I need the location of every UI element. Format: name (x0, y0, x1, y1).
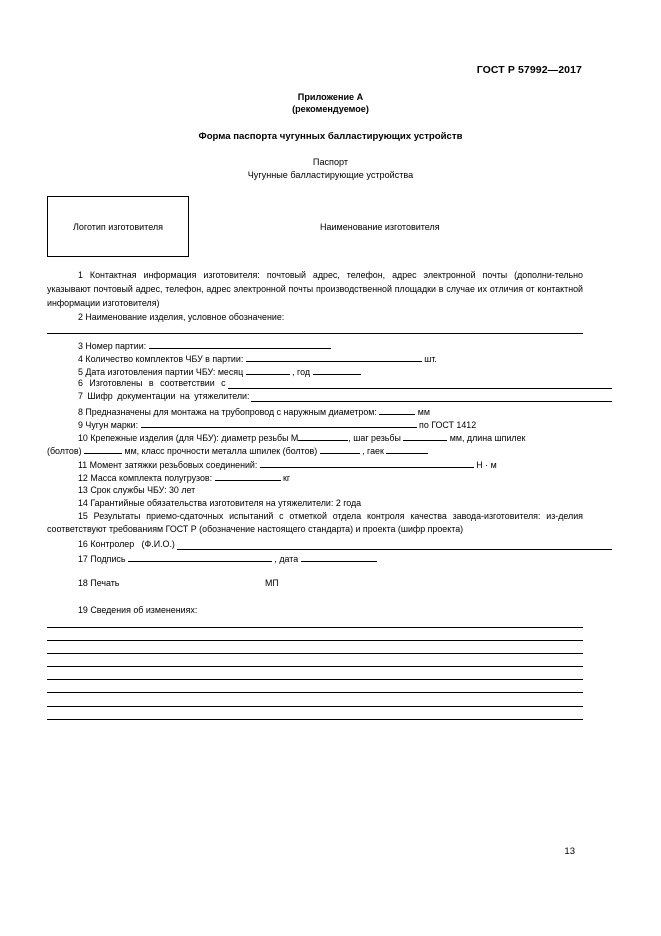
item-15: 15 Результаты приемо-сдаточных испытаний с отметкой отдела контроля качества завода-изготовителя: из-делия соответствуют требованиям ГОСТ Р (обозначение настоящего стандарта) и проекта (шифр проекта) (47, 511, 583, 534)
item-2-line[interactable] (47, 333, 583, 334)
appendix-title: Приложение А (297, 92, 364, 102)
item-5-year-label: , год (292, 367, 311, 377)
item-12-field[interactable] (215, 471, 281, 481)
item-5-month-field[interactable] (246, 365, 290, 375)
item-5 (47, 365, 614, 378)
item-11-field[interactable] (260, 458, 474, 468)
item-8 (47, 405, 614, 418)
item-7-label: 7 Шифр документации на утяжелители: (78, 391, 250, 401)
item-18 (47, 578, 614, 589)
item-18-label: 18 Печать (78, 578, 120, 588)
item-17-date-field[interactable] (301, 552, 377, 562)
item-10-pitch-label: , шаг резьбы (348, 433, 401, 443)
changes-line[interactable] (47, 640, 583, 641)
changes-line[interactable] (47, 666, 583, 667)
item-6 (47, 378, 614, 389)
item-10-line-2 (47, 444, 583, 457)
appendix-status: (рекомендуемое) (292, 104, 369, 114)
item-10-class-label: мм, класс прочности металла шпилек (болтов) (124, 446, 318, 456)
item-1: 1 Контактная информация изготовителя: почтовый адрес, телефон, адрес электронной почты (дополни-тельно указывают почтовый адрес, телефон, адрес электронной почты производственной площадки в случае их отличия от контактной информации изготовителя) (47, 270, 583, 308)
passport-subtitle: Чугунные балластирующие устройства (247, 170, 414, 180)
changes-line[interactable] (47, 653, 583, 654)
item-2: 2 Наименование изделия, условное обозначение: (78, 312, 285, 322)
item-12-unit: кг (283, 473, 291, 483)
item-4 (47, 352, 614, 365)
item-11-label: 11 Момент затяжки резьбовых соединений: (78, 460, 258, 470)
item-7 (47, 391, 614, 402)
item-17-label: 17 Подпись (78, 554, 126, 564)
standard-code: ГОСТ Р 57992—2017 (476, 64, 582, 76)
item-9-label: 9 Чугун марки: (78, 420, 139, 430)
form-title: Форма паспорта чугунных балластирующих устройств (198, 131, 463, 142)
item-14: 14 Гарантийные обязательства изготовителя на утяжелители: 2 года (78, 498, 362, 508)
item-10-line-1 (47, 431, 614, 444)
changes-line[interactable] (47, 719, 583, 720)
item-19: 19 Сведения об изменениях: (78, 605, 198, 615)
item-9-standard: по ГОСТ 1412 (419, 420, 477, 430)
item-12-label: 12 Масса комплекта полугрузов: (78, 473, 213, 483)
item-13: 13 Срок службы ЧБУ: 30 лет (78, 485, 196, 495)
item-3-label: 3 Номер партии: (78, 341, 147, 351)
item-16 (47, 539, 614, 550)
item-18-stamp-mark: МП (265, 578, 279, 588)
item-5-label: 5 Дата изготовления партии ЧБУ: месяц (78, 367, 244, 377)
item-6-field[interactable] (228, 379, 612, 389)
item-7-field[interactable] (251, 392, 612, 402)
item-8-label: 8 Предназначены для монтажа на трубопровод с наружным диаметром: (78, 407, 377, 417)
changes-line[interactable] (47, 679, 583, 680)
item-6-label: 6 Изготовлены в соответствии с (78, 378, 226, 388)
item-4-unit: шт. (424, 354, 437, 364)
item-3 (47, 339, 614, 352)
item-3-field[interactable] (149, 339, 331, 349)
item-8-field[interactable] (379, 405, 415, 415)
item-10-class-field[interactable] (320, 444, 360, 454)
item-17 (47, 552, 614, 565)
item-10-bolts-label: (болтов) (47, 446, 82, 456)
item-4-label: 4 Количество комплектов ЧБУ в партии: (78, 354, 244, 364)
item-10-label: 10 Крепежные изделия (для ЧБУ): диаметр резьбы М (78, 433, 299, 443)
page-number: 13 (564, 846, 575, 857)
item-10-nuts-field[interactable] (386, 444, 428, 454)
item-16-label: 16 Контролер (Ф.И.О.) (78, 539, 175, 549)
item-9 (47, 418, 614, 431)
logo-label: Логотип изготовителя (72, 221, 164, 232)
item-10-length-field[interactable] (84, 444, 122, 454)
item-4-field[interactable] (246, 352, 422, 362)
changes-line[interactable] (47, 706, 583, 707)
item-10-nuts-label: , гаек (362, 446, 384, 456)
item-10-pitch-field[interactable] (403, 431, 447, 441)
manufacturer-label: Наименование изготовителя (320, 222, 440, 232)
item-11-unit: Н · м (476, 460, 497, 470)
item-12 (47, 471, 614, 484)
changes-line[interactable] (47, 692, 583, 693)
changes-line[interactable] (47, 627, 583, 628)
item-5-year-field[interactable] (313, 365, 361, 375)
item-9-field[interactable] (141, 418, 417, 428)
item-16-field[interactable] (177, 540, 612, 550)
item-8-unit: мм (417, 407, 430, 417)
item-10-diameter-field[interactable] (298, 431, 348, 441)
passport-label: Паспорт (312, 157, 349, 167)
logo-box (47, 196, 189, 257)
item-10-length-label: мм, длина шпилек (449, 433, 526, 443)
item-11 (47, 458, 614, 471)
item-17-signature-field[interactable] (128, 552, 272, 562)
item-17-date-label: , дата (274, 554, 299, 564)
